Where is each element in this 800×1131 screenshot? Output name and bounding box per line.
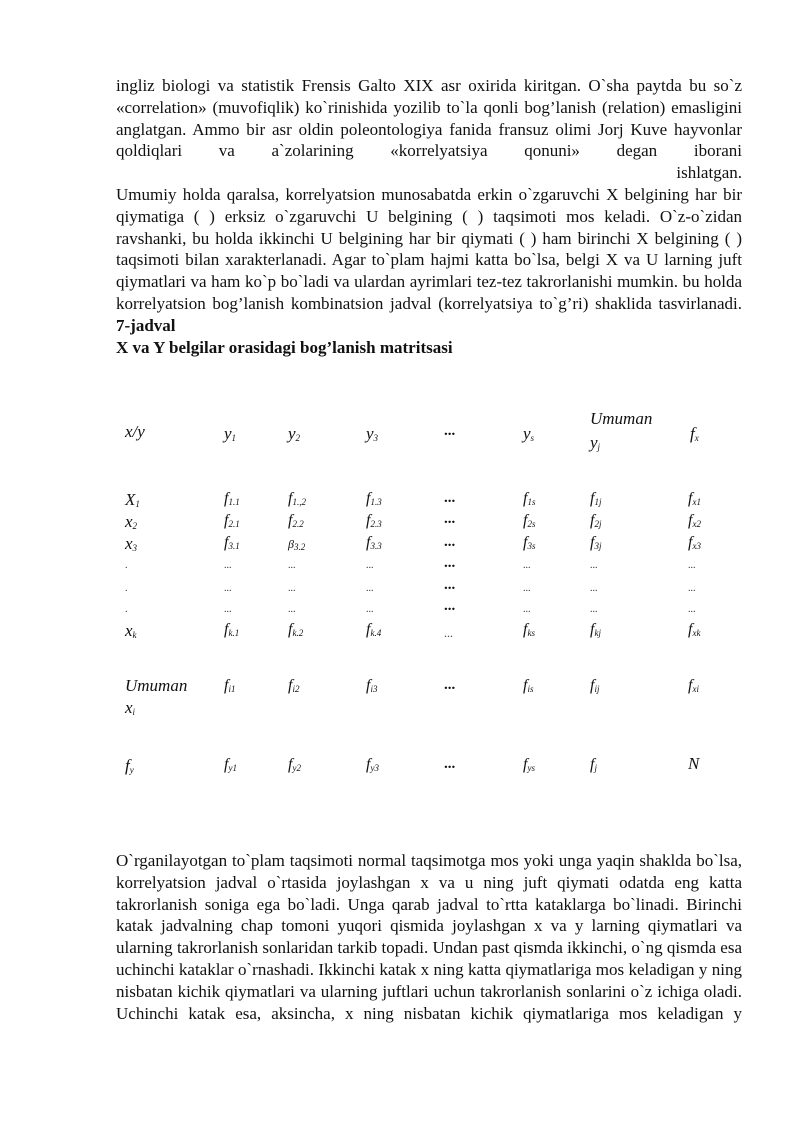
dot-row1-c1: ... [224,560,232,571]
dot-row3-x: . [125,604,128,615]
fy-ellipsis: ... [444,756,456,772]
bottom-text [116,850,742,1024]
total-label: Umuman [125,676,188,695]
dot-row1-c2: ... [288,560,296,571]
paragraph-intro-1-end: ishlatgan. [676,163,742,183]
total-f1: $f_{i1}$ [224,677,236,694]
header-y1: $y_1$ [224,424,237,443]
header-xy: x/y [125,422,145,441]
paragraph-intro-2: Umumiy holda qaralsa, korrelyatsion munosabatda erkin o`zgaruvchi X belgining har bir qiymatiga ( ) erksiz o`zgaruvchi U belgining ( ) taqsimoti mos keladi. O`z-o`zidan ravshanki, bu holda ikkinchi U belgining har bir qiymati ( ) ham birinchi X belgining ( ) taqsimoti bilan xarakterlanadi. Agar to`plam hajmi katta bo`lsa, belgi X va U larning juft qiymatlari va ham ko`p bo`ladi va ulardan ayrimlari tez-tez takrorlanishi mumkin. bu holda korrelyatsion bog’lanish kombinatsion jadval (korrelyatsiya to`g’ri) shaklida tasvirlanadi. [116,184,742,313]
row3-fx: $f_{x3}$ [688,534,701,551]
header-y3: $y_3$ [366,424,379,443]
rowk-f1: $f_{k.1}$ [224,621,240,638]
row3-ellipsis: ... [444,534,456,550]
fy-f1: $f_{y1}$ [224,756,237,773]
header-ellipsis: ... [444,423,456,439]
dot-row3-c2: ... [288,604,296,615]
total-f2: $f_{i2}$ [288,677,300,694]
fy-fj: $f_j$ [590,756,597,773]
top-text [116,75,742,358]
row3-x: $x_3$ [125,534,138,553]
row1-f1: $f_{1.1}$ [224,490,240,507]
rowk-fs: $f_{ks}$ [523,621,535,638]
total-f3: $f_{i3}$ [366,677,378,694]
row2-x: $x_2$ [125,512,138,531]
rowk-fx: $f_{xk}$ [688,621,701,638]
paragraph-outro: O`rganilayotgan to`plam taqsimoti normal taqsimotga mos yoki unga yaqin shaklda bo`lsa, korrelyatsion jadval o`rtasida joylashgan x va u ning juft qiymati odatda eng katta takrorlanish soniga ega bo`ladi. Unga qarab jadval to`rtta kataklarga bo`linadi. Birinchi katak jadvalning chap tomoni yuqori qismida joylashgan x va y larning qiymatlari va ularning takrorlanish sonlaridan tarkib topadi. Undan past qismda ikkinchi, o`ng qismda esa uchinchi kataklar o`rnashadi. Ikkinchi katak x ning katta qiymatlariga mos keladigan y ning nisbatan kichik qiymatlari va ularning juftlari uchun takrorlanish sonlarini o`z ichiga oladi. Uchinchi katak esa, aksincha, x ning nisbatan kichik qiymatlariga mos keladigan y [116,851,742,1023]
row1-f2: $f_{1.,2}$ [288,490,306,507]
dot-row1-c3: ... [366,560,374,571]
table-title: X va Y belgilar orasidagi bog’lanish matritsasi [116,337,453,357]
dot-row3-cx: ... [688,604,696,615]
rowk-f3: $f_{k.4}$ [366,621,382,638]
row1-fs: $f_{1s}$ [523,490,536,507]
row2-fs: $f_{2s}$ [523,512,536,529]
dot-row2-x: . [125,583,128,594]
fy-f2: $f_{y2}$ [288,756,301,773]
table-number: 7-jadval [116,315,176,335]
dot-row3-cs: ... [523,604,531,615]
row2-ellipsis: ... [444,511,456,527]
dot-row1-ellipsis: ... [444,555,456,571]
row2-f1: $f_{2.1}$ [224,512,240,529]
rowk-fj: $f_{kj}$ [590,621,601,638]
rowk-f2: $f_{k.2}$ [288,621,304,638]
total-fx: $f_{xi}$ [688,677,699,694]
dot-row3-ellipsis: ... [444,598,456,614]
rowk-ellipsis: ... [444,626,453,640]
total-fs: $f_{is}$ [523,677,534,694]
dot-row1-cx: ... [688,560,696,571]
row2-f3: $f_{2.3}$ [366,512,382,529]
row1-fj: $f_{1j}$ [590,490,602,507]
dot-row2-cs: ... [523,583,531,594]
dot-row2-c1: ... [224,583,232,594]
row3-f3: $f_{3.3}$ [366,534,382,551]
row3-fj: $f_{3j}$ [590,534,602,551]
dot-row3-cj: ... [590,604,598,615]
header-total: Umuman [590,409,653,428]
row2-fx: $f_{x2}$ [688,512,701,529]
header-fx: $f_x$ [690,424,699,443]
dot-row3-c1: ... [224,604,232,615]
dot-row1-cs: ... [523,560,531,571]
header-y2: $y_2$ [288,424,301,443]
row2-fj: $f_{2j}$ [590,512,602,529]
dot-row1-x: . [125,560,128,571]
dot-row2-cj: ... [590,583,598,594]
header-yj: $y_j$ [590,433,601,452]
dot-row2-cx: ... [688,583,696,594]
fy-n: N [688,754,700,773]
fy-label: $f_y$ [125,756,134,775]
fy-f3: $f_{y3}$ [366,756,379,773]
row3-fs: $f_{3s}$ [523,534,536,551]
row3-f2: $\beta_{3.2}$ [288,537,306,552]
row1-ellipsis: ... [444,490,456,506]
rowk-x: $x_k$ [125,621,137,640]
row2-f2: $f_{2.2}$ [288,512,304,529]
row1-x: $X_1$ [125,490,140,509]
dot-row2-c2: ... [288,583,296,594]
header-ys: $y_s$ [523,424,535,443]
row1-f3: $f_{1.3}$ [366,490,382,507]
paragraph-intro-1: ingliz biologi va statistik Frensis Galto XIX asr oxirida kiritgan. O`sha paytda bu so`z «correlation» (muvofiqlik) ko`rinishida yozilib to`la qonli bog’lanish (relation) emasligini anglatgan. Ammo bir asr oldin poleontologiya fanida fransuz olimi Jorj Kuve hayvonlar qoldiqlari va a`zolarining «korrelyatsiya qonuni» degan iborani [116,76,742,161]
dot-row2-c3: ... [366,583,374,594]
total-ellipsis: ... [444,677,456,693]
total-fj: $f_{ij}$ [590,677,600,694]
dot-row2-ellipsis: ... [444,577,456,593]
row3-f1: $f_{3.1}$ [224,534,240,551]
total-xi: $x_i$ [125,698,136,717]
row1-fx: $f_{x1}$ [688,490,701,507]
dot-row3-c3: ... [366,604,374,615]
dot-row1-cj: ... [590,560,598,571]
fy-fs: $f_{ys}$ [523,756,535,773]
